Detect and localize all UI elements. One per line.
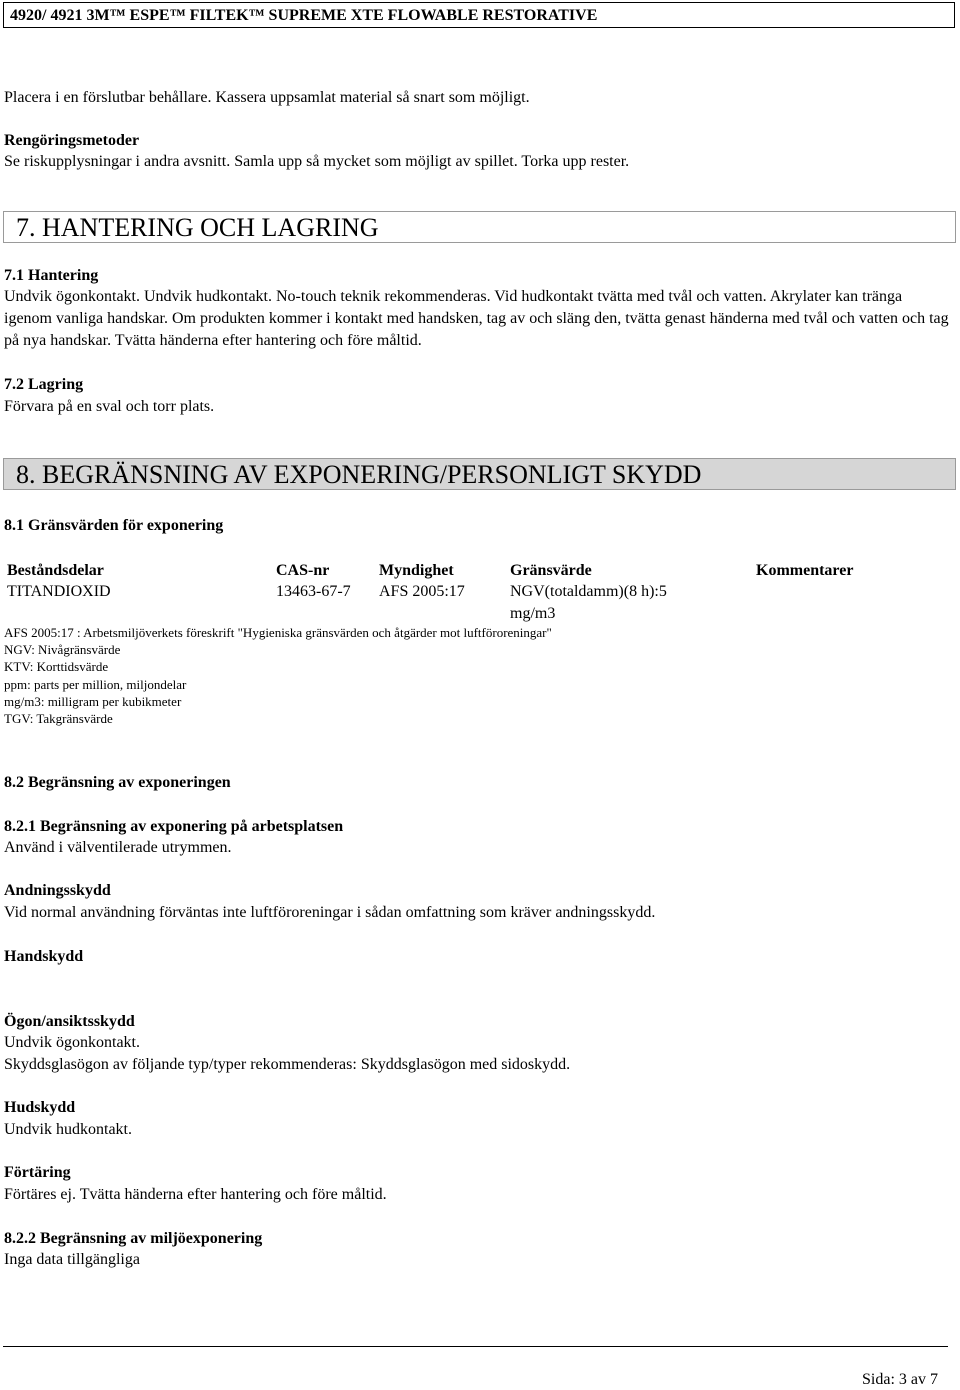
note-mgm3: mg/m3: milligram per kubikmeter	[4, 694, 182, 709]
ingestion-heading: Förtäring	[4, 1164, 71, 1181]
col-header-comments: Kommentarer	[756, 562, 854, 579]
cell-limit-line2: mg/m3	[510, 605, 556, 622]
workplace-control-heading: 8.2.1 Begränsning av exponering på arbetsplatsen	[4, 818, 344, 835]
eye-protection-text-2: Skyddsglasögon av följande typ/typer rekommenderas: Skyddsglasögon med sidoskydd.	[4, 1056, 571, 1073]
col-header-cas: CAS-nr	[276, 562, 330, 579]
note-ktv: KTV: Korttidsvärde	[4, 659, 109, 674]
cell-cas: 13463-67-7	[276, 583, 351, 600]
header-title: 4920/ 4921 3M™ ESPE™ FILTEK™ SUPREME XTE FLOWABLE RESTORATIVE	[10, 7, 598, 24]
section-8-header	[3, 458, 956, 490]
exposure-control-heading: 8.2 Begränsning av exponeringen	[4, 774, 231, 791]
col-header-limit: Gränsvärde	[510, 562, 592, 579]
cell-substance: TITANDIOXID	[7, 583, 111, 600]
section-7-title: 7. HANTERING OCH LAGRING	[16, 213, 379, 242]
eye-protection-text-1: Undvik ögonkontakt.	[4, 1034, 140, 1051]
respiratory-text: Vid normal användning förväntas inte luftföroreningar i sådan omfattning som kräver andningsskydd.	[4, 904, 656, 921]
ingestion-text: Förtäres ej. Tvätta händerna efter hantering och före måltid.	[4, 1186, 387, 1203]
cell-limit-line1: NGV(totaldamm)(8 h):5	[510, 583, 667, 600]
note-ngv: NGV: Nivågränsvärde	[4, 642, 121, 657]
cleaning-methods-text: Se riskupplysningar i andra avsnitt. Samla upp så mycket som möjligt av spillet. Torka upp rester.	[4, 153, 630, 170]
section-8-title: 8. BEGRÄNSNING AV EXPONERING/PERSONLIGT SKYDD	[16, 460, 702, 489]
footer-rule	[3, 1346, 948, 1347]
note-tgv: TGV: Takgränsvärde	[4, 711, 113, 726]
exposure-limits-heading: 8.1 Gränsvärden för exponering	[4, 517, 224, 534]
header-box	[3, 2, 955, 28]
environmental-control-heading: 8.2.2 Begränsning av miljöexponering	[4, 1230, 263, 1247]
col-header-authority: Myndighet	[379, 562, 454, 579]
workplace-control-text: Använd i välventilerade utrymmen.	[4, 839, 232, 856]
note-afs: AFS 2005:17 : Arbetsmiljöverkets föreskrift "Hygieniska gränsvärden och åtgärder mot luftföroreningar"	[4, 625, 552, 640]
handling-heading: 7.1 Hantering	[4, 267, 99, 284]
col-header-substance: Beståndsdelar	[7, 562, 104, 579]
respiratory-heading: Andningsskydd	[4, 882, 111, 899]
skin-protection-heading: Hudskydd	[4, 1099, 76, 1116]
eye-protection-heading: Ögon/ansiktsskydd	[4, 1013, 135, 1030]
page-number: Sida: 3 av 7	[862, 1371, 938, 1388]
handling-text: Undvik ögonkontakt. Undvik hudkontakt. No-touch teknik rekommenderas. Vid hudkontakt tvätta med tvål och vatten. Akrylater kan tränga igenom vanliga handskar. Om produkten kommer i kontakt med handsken, tag av och släng den, tvätta genast händerna med tvål och vatten och tag på nya handskar. Tvätta händerna efter hantering och före måltid.	[4, 288, 949, 349]
environmental-control-text: Inga data tillgängliga	[4, 1251, 140, 1268]
note-ppm: ppm: parts per million, miljondelar	[4, 677, 187, 692]
hand-protection-heading: Handskydd	[4, 948, 84, 965]
cell-authority: AFS 2005:17	[379, 583, 465, 600]
section-7-header	[3, 211, 956, 243]
cleaning-methods-heading: Rengöringsmetoder	[4, 132, 140, 149]
skin-protection-text: Undvik hudkontakt.	[4, 1121, 132, 1138]
containment-text: Placera i en förslutbar behållare. Kassera uppsamlat material så snart som möjligt.	[4, 89, 530, 106]
storage-text: Förvara på en sval och torr plats.	[4, 398, 215, 415]
storage-heading: 7.2 Lagring	[4, 376, 84, 393]
